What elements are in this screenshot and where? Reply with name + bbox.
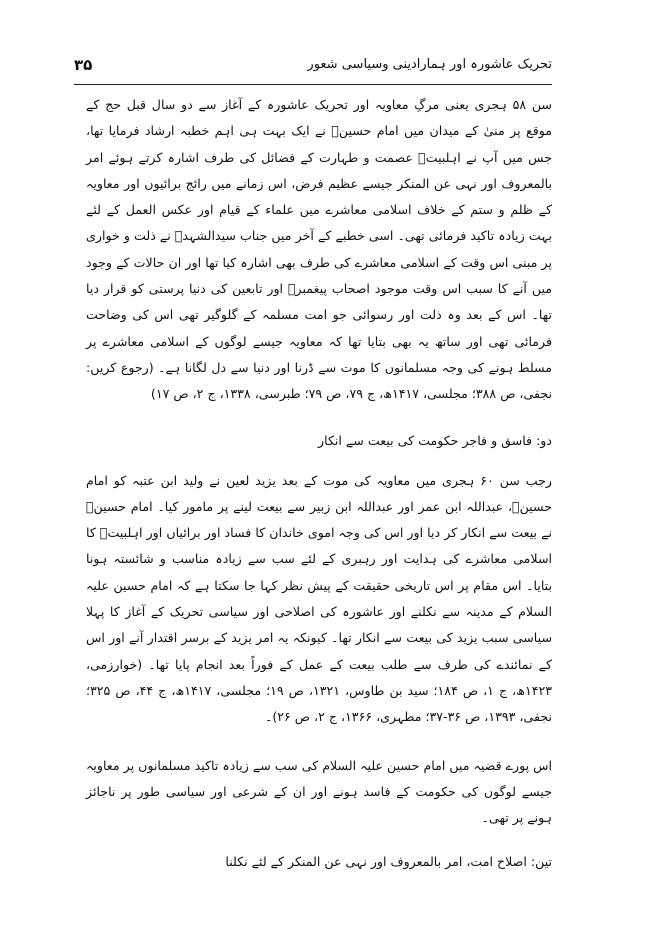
paragraph-1: سن ۵۸ ہجری یعنی مرگِ معاویہ اور تحریک عاشورہ کے آغاز سے دو سال قبل حج کے موقع پر منیٰ کے میدان میں امام حسینؑ نے ایک بہت ہی اہم خطبہ ارشاد فرمایا تھا، جس میں آپ نے اہلبیتؑ عصمت و طہارت کے فضائل کی طرف اشارہ کرتے ہوئے امر بالمعروف اور نہی عن المنکر جیسے عظیم فرض، اس زمانے میں رائج برائیوں اور معاویہ کے ظلم و ستم کے خلاف اسلامی معاشرے میں علماء کے قیام اور عکس العمل کے لئے بہت زیادہ تاکید فرمائی تھی۔ اسی خطبے کے آخر میں جناب سیدالشہدؑ نے ذلت و خواری پر مبنی اس وقت کے اسلامی معاشرے کی طرف بھی اشارہ کیا تھا اور ان حالات کے وجود میں آنے کا سبب اس وقت موجود اصحاب پیغمبرؐ اور تابعین کی دنیا پرستی کو قرار دیا تھا۔ اس کے بعد وہ ذلت اور رسوائی جو امت مسلمہ کے گلوگیر تھی اس کی وضاحت فرمائی تھی اور ساتھ یہ بھی بتایا تھا کہ معاویہ جیسے لوگوں کے اسلامی معاشرے پر مسلط ہونے کی وجہ مسلمانوں کا موت سے ڈرنا اور دنیا سے دل لگانا ہے۔ (رجوع کریں: نجفی، ص ۳۸۸؛ مجلسی، ۱۴۱۷ھ، ج ۷۹، ص ۷۹؛ طبرسی، ۱۳۳۸، ج ۲، ص ۱۷) bbox=[86, 97, 552, 402]
page-number: ۳۵ bbox=[74, 56, 93, 74]
running-title: تحریک عاشورہ اور ہمارادینی وسیاسی شعور bbox=[307, 57, 552, 72]
section-heading-two: دو: فاسق و فاجر حکومت کی بیعت سے انکار bbox=[318, 432, 552, 448]
section-heading-three: تین: اصلاح امت، امر بالمعروف اور نہی عن المنکر کے لئے نکلنا bbox=[225, 854, 552, 870]
page-header bbox=[74, 56, 552, 80]
paragraph-3: اس پورے قضیہ میں امام حسین علیہ السلام کی سب سے زیادہ تاکید مسلمانوں پر معاویہ جیسے لوگوں کی حکومت کے فاسد ہونے اور ان کے شرعی اور سیاسی طور پر ناجائز ہونے پر تھی۔ bbox=[86, 757, 552, 826]
header-rule bbox=[74, 84, 552, 85]
page-body bbox=[86, 92, 552, 875]
paragraph-2: رجب سن ۶۰ ہجری میں معاویہ کی موت کے بعد یزید لعین نے ولید ابن عتبہ کو امام حسینؑ، عبداللہ ابن عمر اور عبداللہ ابن زبیر سے بیعت لینے پر مامور کیا۔ امام حسینؑ نے بیعت سے انکار کر دیا اور اس کی وجہ اموی خاندان کا فساد اور برائیاں اور اہلبیتؑ کا اسلامی معاشرے کی ہدایت اور رہبری کے لئے سب سے زیادہ مناسب و شائستہ ہونا بتایا۔ اس مقام پر اس تاریخی حقیقت کے پیش نظر کہا جا سکتا ہے کہ امام حسین علیہ السلام کے مدینہ سے نکلنے اور عاشورہ کی اصلاحی اور سیاسی تحریک کے آغاز کا پہلا سیاسی سبب یزید کی بیعت سے انکار تھا۔ کیونکہ یہ امر یزید کے برسر اقتدار آنے اور اس کے نمائندے کی طرف سے طلب بیعت کے عمل کے فوراً بعد انجام پایا تھا۔ (خوارزمی، ۱۴۲۳ھ، ج ۱، ص ۱۸۴؛ سید بن طاوس، ۱۳۲۱، ص ۱۹؛ مجلسی، ۱۴۱۷ھ، ج ۴۴، ص ۳۲۵؛ نجفی، ۱۳۹۳، ص ۳۶-۳۷؛ مطہری، ۱۳۶۶، ج ۲، ص ۲۶)۔ bbox=[86, 472, 553, 725]
